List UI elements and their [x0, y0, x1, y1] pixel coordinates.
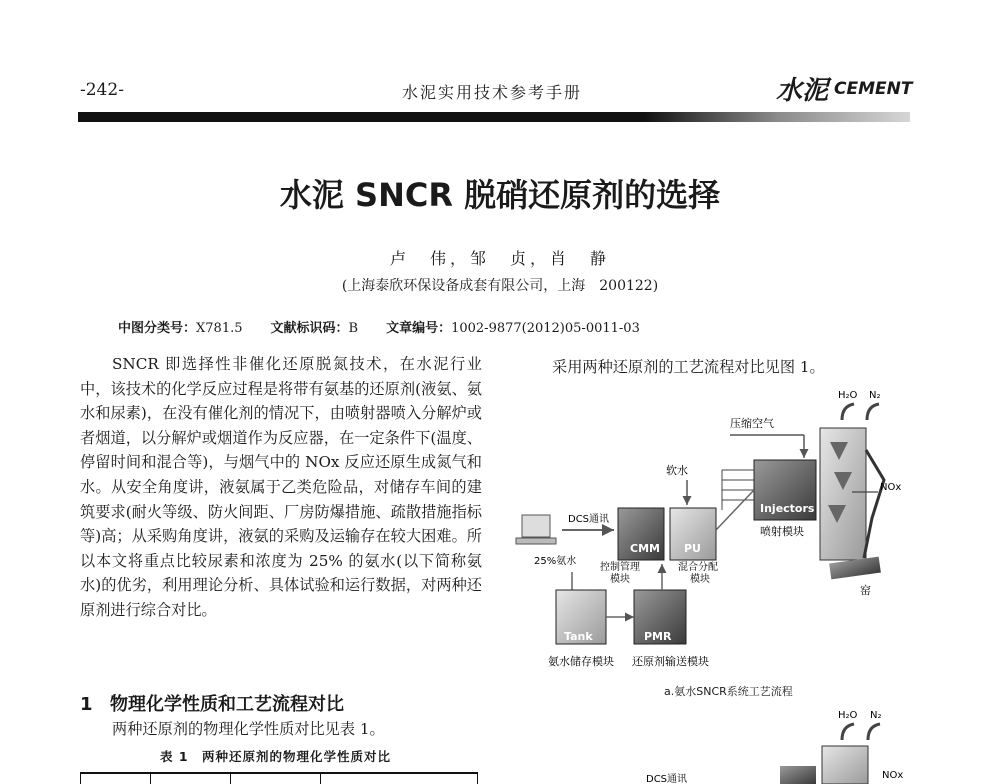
injectors-module-b [780, 766, 816, 784]
soft-water-label: 软水 [666, 464, 688, 477]
storage-module-label: 氨水储存模块 [548, 655, 614, 668]
n2-label-b: N₂ [870, 710, 882, 721]
cmm-label: CMM [630, 542, 660, 555]
journal-logo [776, 70, 912, 107]
pu-label: PU [684, 542, 701, 555]
control-module-label-1: 控制管理 [600, 562, 640, 573]
table-col-line [80, 774, 81, 784]
page-number: -242- [80, 80, 124, 100]
control-module-label-2: 模块 [610, 574, 630, 585]
table-col-line [230, 774, 231, 784]
dcs-label-b: DCS通讯 [646, 774, 688, 784]
injection-module-label: 喷射模块 [760, 525, 804, 538]
table-col-line [477, 774, 478, 784]
h2o-arrow-b [842, 724, 854, 740]
h2o-arrow [842, 404, 854, 420]
dcs-label: DCS通讯 [568, 514, 610, 525]
figure-caption: a.氨水SNCR系统工艺流程 [664, 685, 793, 698]
intro-paragraph: SNCR 即选择性非催化还原脱氮技术，在水泥行业中，该技术的化学反应过程是将带有氨基的还原剂(液氨、氨水和尿素)，在没有催化剂的情况下，由喷射器喷入分解炉或者烟道，以分解炉或烟道作为反应器，在一定条件下(温度、停留时间和混合等)，与烟气中的 NOx 反应还原生成氮气和水。从安全角度讲，液氨属于乙类危险品，对储存车间的建筑要求(耐火等级、防火间距、厂房防爆措施、疏散措施指标等)高；从采购角度讲，液氨的采购及运输存在较大困难。所以本文将重点比较尿素和浓度为 25% 的氨水(以下简称氨水)的优劣，利用理论分析、具体试验和运行数据，对两种还原剂进行综合对比。 [80, 355, 482, 619]
tank-label: Tank [564, 630, 593, 643]
logo-english: CEMENT [834, 78, 913, 99]
h2o-label: H₂O [838, 390, 858, 401]
compressed-air-label: 压缩空气 [730, 417, 774, 430]
section-text: 两种还原剂的物理化学性质对比见表 1。 [112, 720, 385, 738]
article-title: 水泥 SNCR 脱硝还原剂的选择 [279, 176, 721, 214]
table-col-line [320, 774, 321, 784]
riser-duct [864, 450, 884, 558]
process-flow-diagram-b [600, 700, 910, 784]
section-number: 1 [80, 694, 93, 715]
author-affiliation: (上海泰欣环保设备成套有限公司，上海 200122) [341, 278, 659, 294]
dcs-keyboard [516, 538, 556, 544]
table-col-line [150, 774, 151, 784]
logo-chinese: 水泥 [776, 76, 829, 106]
section-heading [80, 690, 344, 716]
clc-number: 中图分类号：X781.5 [118, 321, 243, 336]
running-title: 水泥实用技术参考手册 [402, 83, 583, 102]
n2-label: N₂ [869, 390, 881, 401]
section-title: 物理化学性质和工艺流程对比 [110, 694, 344, 715]
document-code: 文献标识码：B [270, 321, 359, 336]
mixing-module-label-2: 模块 [690, 574, 710, 585]
h2o-label-b: H₂O [838, 710, 858, 721]
kiln-label: 窑 [860, 584, 871, 597]
nox-label: NOx [880, 482, 902, 493]
article-authors: 卢 伟，邹 贞，肖 静 [389, 249, 610, 268]
pmr-label: PMR [644, 630, 672, 643]
header-rule [78, 112, 910, 122]
ammonia-label: 25%氨水 [534, 556, 577, 567]
injectors-label: Injectors [760, 502, 815, 515]
article-number: 文章编号：1002-9877(2012)05-0011-03 [386, 321, 640, 336]
preheater-tower-b [822, 746, 868, 784]
delivery-module-label: 还原剂输送模块 [632, 655, 709, 668]
table-caption: 表 1 两种还原剂的物理化学性质对比 [160, 749, 392, 764]
n2-arrow [867, 404, 879, 420]
mixing-module-label-1: 混合分配 [678, 562, 718, 573]
table-top-rule [80, 772, 478, 774]
dcs-computer [522, 515, 550, 537]
n2-arrow-b [868, 724, 880, 740]
process-flow-diagram [512, 380, 912, 685]
figure-reference-text: 采用两种还原剂的工艺流程对比见图 1。 [552, 358, 825, 376]
classification-line [118, 317, 640, 336]
nox-label-b: NOx [882, 770, 904, 781]
